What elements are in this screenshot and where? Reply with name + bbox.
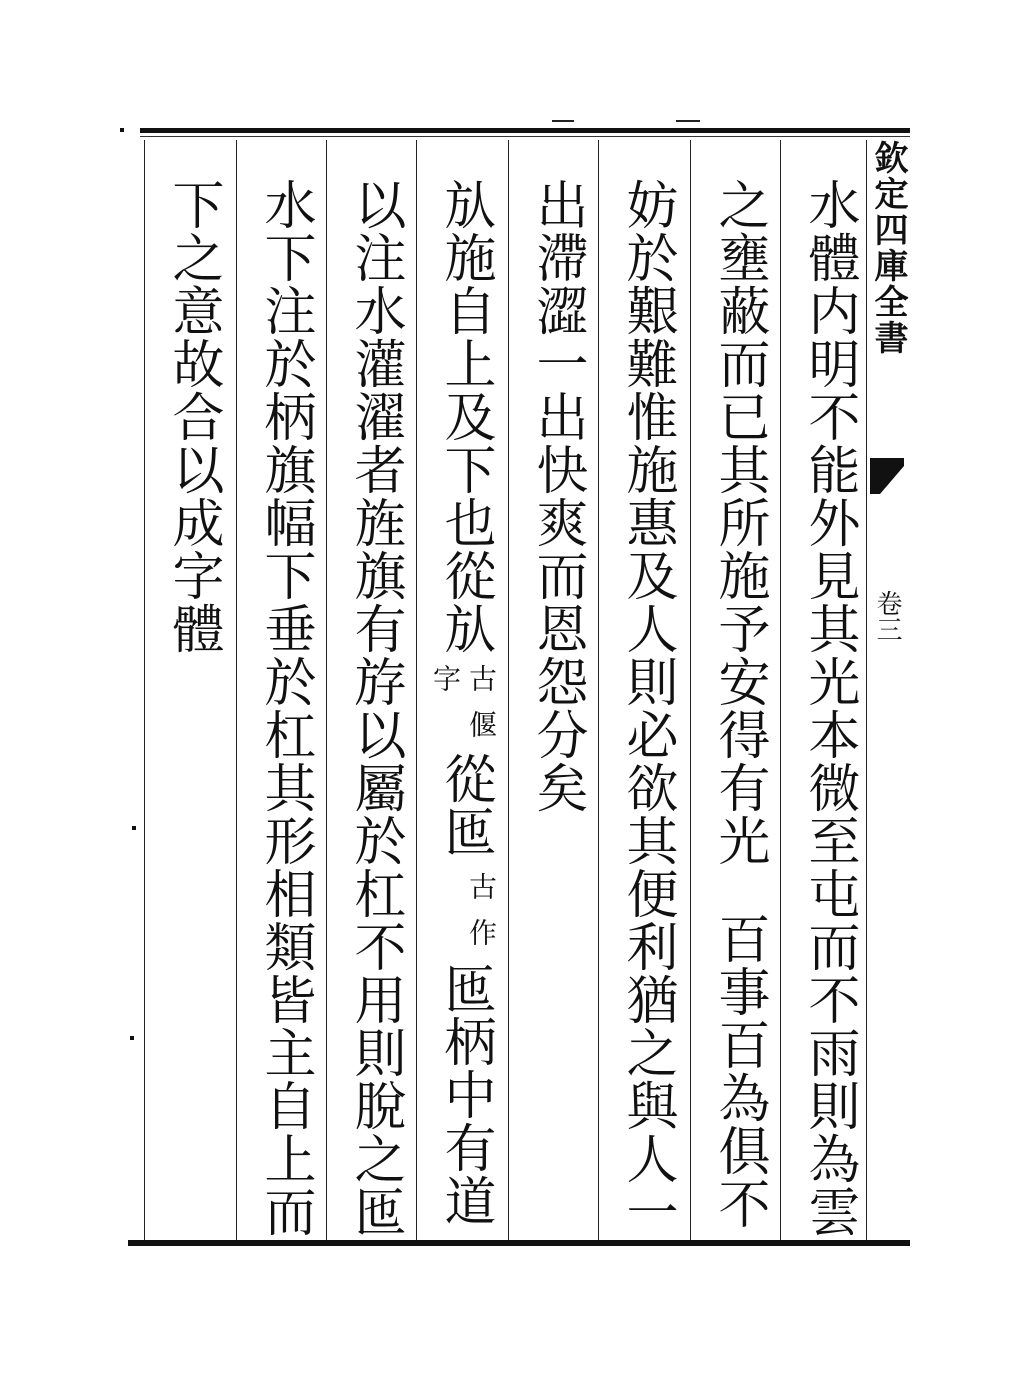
column-divider — [690, 140, 691, 1240]
bottom-frame-rule — [128, 1240, 910, 1246]
text-column-2-tail: 百事百為俱不 — [709, 912, 769, 1230]
column-divider — [236, 140, 237, 1240]
text-column-5-end: 匜柄中有道 — [435, 962, 495, 1227]
top-mark — [552, 120, 574, 122]
text-column-7: 水下注於柄旗幅下垂於杠其形相類皆主自上而 — [255, 178, 315, 1238]
margin-dot — [132, 826, 136, 830]
annotation-note: 作 — [465, 918, 498, 946]
top-frame-rule-inner — [140, 136, 910, 137]
margin-dot — [120, 128, 124, 132]
column-divider — [598, 140, 599, 1240]
banner-title: 欽定四庫全書 — [868, 140, 908, 356]
text-column-5: 㫃施自上及下也從㫃 — [435, 178, 495, 655]
annotation-note: 古 — [465, 664, 498, 692]
fishtail-ornament-icon — [870, 458, 904, 498]
column-divider — [780, 140, 781, 1240]
column-divider — [144, 140, 145, 1240]
column-divider — [416, 140, 417, 1240]
margin-dot — [130, 1036, 134, 1040]
annotation-note: 古 — [465, 872, 498, 900]
annotation-note: 偃 — [465, 710, 498, 738]
text-column-4: 出滯澀一出快爽而恩怨分矣 — [527, 178, 587, 814]
column-divider — [326, 140, 327, 1240]
column-divider — [866, 140, 867, 1240]
text-column-5-cont: 從匜 — [435, 752, 495, 858]
text-column-8: 下之意故合以成字體 — [163, 178, 223, 655]
top-mark — [676, 120, 700, 122]
text-column-1: 水體内明不能外見其光本微至屯而不雨則為雲 — [799, 178, 859, 1238]
column-divider — [508, 140, 509, 1240]
text-column-3: 妨於艱難惟施惠及人則必欲其便利猶之與人一 — [617, 178, 677, 1238]
text-column-6: 以注水灌濯者旌旗有斿以屬於杠不用則脫之匜 — [345, 178, 405, 1238]
banner-volume: 卷三 — [872, 590, 902, 642]
annotation-note: 字 — [429, 664, 462, 692]
text-column-2: 之壅蔽而已其所施予安得有光 — [709, 178, 769, 867]
top-frame-rule — [140, 128, 910, 133]
